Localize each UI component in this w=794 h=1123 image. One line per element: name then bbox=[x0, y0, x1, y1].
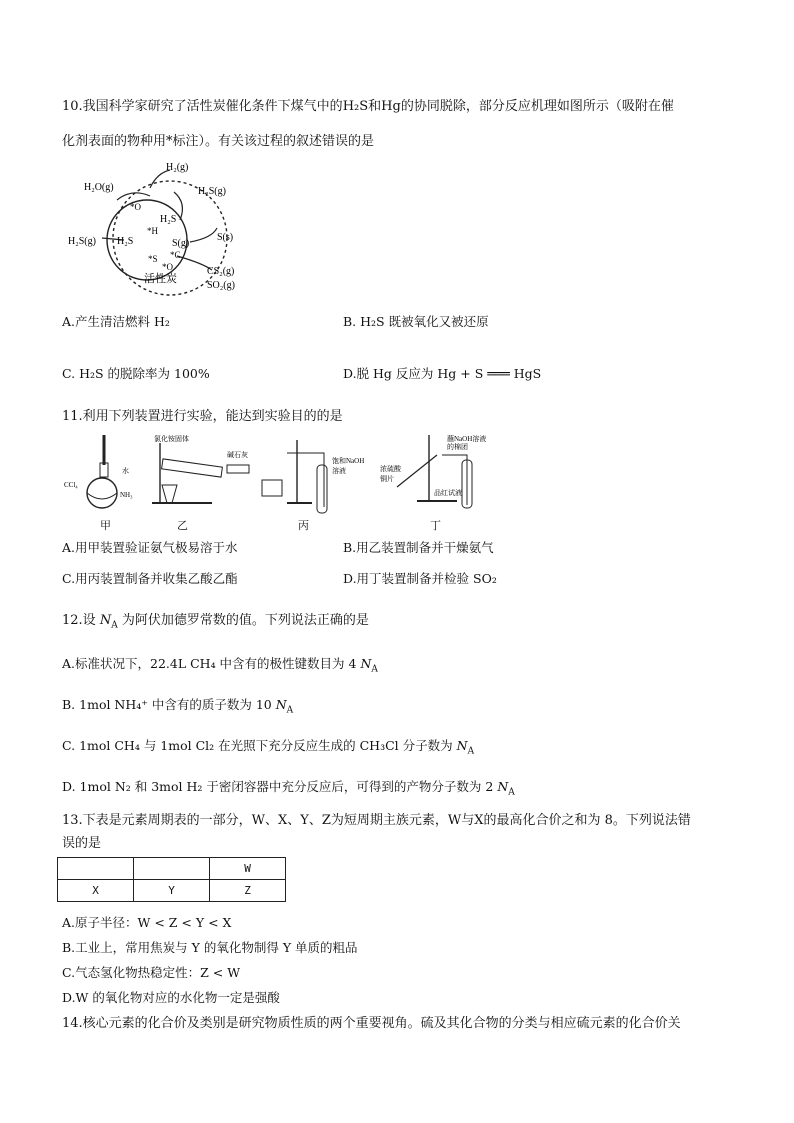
label-c-star: *C bbox=[170, 250, 181, 260]
q12-option-a bbox=[62, 654, 378, 675]
symbol-na: N bbox=[456, 738, 468, 753]
symbol-na: N bbox=[275, 697, 287, 712]
q12-option-b-text: B. 1mol NH₄⁺ 中含有的质子数为 10 bbox=[62, 697, 272, 712]
apparatus-jia bbox=[64, 435, 133, 508]
q12-option-c-text: C. 1mol CH₄ 与 1mol Cl₂ 在光照下充分反应生成的 CH₃Cl 分子数为 bbox=[62, 738, 453, 753]
q13-option-b: B.工业上，常用焦炭与 Y 的氧化物制得 Y 单质的粗品 bbox=[62, 940, 358, 955]
label-ammonium-chloride: 氯化铵固体 bbox=[154, 435, 189, 443]
label-o-star-2: *O bbox=[162, 262, 173, 272]
q12-stem bbox=[62, 612, 369, 635]
q11-option-a: A.用甲装置验证氨气极易溶于水 bbox=[62, 540, 238, 555]
label-naoh-cotton: 蘸NaOH溶液 bbox=[447, 435, 487, 443]
label-sg: S(g) bbox=[172, 238, 190, 249]
q11-option-d: D.用丁装置制备并检验 SO₂ bbox=[343, 571, 497, 586]
q13-option-a: A.原子半径：W < Z < Y < X bbox=[62, 915, 232, 930]
label-conc-sulfuric: 浓硫酸 bbox=[380, 465, 401, 473]
label-yi: 乙 bbox=[177, 519, 188, 532]
label-h2sg-top: H₂S(g) bbox=[198, 186, 226, 197]
symbol-na: N bbox=[360, 656, 372, 671]
periodic-table-fragment bbox=[57, 857, 286, 902]
symbol-na: N bbox=[99, 613, 112, 628]
apparatus-yi bbox=[152, 435, 249, 503]
label-h-star: *H bbox=[147, 226, 158, 236]
q12-option-d bbox=[62, 777, 515, 798]
q13-option-d: D.W 的氧化物对应的水化物一定是强酸 bbox=[62, 990, 280, 1005]
label-cs2g: CS₂(g) bbox=[207, 266, 235, 277]
table-cell: Z bbox=[210, 880, 286, 902]
q11-option-b: B.用乙装置制备并干燥氨气 bbox=[343, 540, 494, 555]
table-cell bbox=[134, 858, 210, 880]
table-row bbox=[58, 880, 286, 902]
q12-stem-part: 为阿伏加德罗常数的值。下列说法正确的是 bbox=[117, 613, 369, 628]
q10-stem-part: 和 bbox=[368, 99, 382, 114]
label-so2g: SO₂(g) bbox=[207, 280, 235, 291]
q10-stem-line2: 化剂表面的物种用*标注）。有关该过程的叙述错误的是 bbox=[62, 134, 375, 149]
symbol-na: N bbox=[497, 779, 509, 794]
q11-stem: 11.利用下列装置进行实验，能达到实验目的的是 bbox=[62, 409, 343, 424]
label-h2s-star: H₂S bbox=[160, 214, 177, 225]
label-ss: S(s) bbox=[217, 232, 234, 243]
apparatus-ding bbox=[380, 435, 486, 508]
label-h2s-inner: H₂S bbox=[117, 236, 134, 247]
q12-option-a-text: A.标准状况下，22.4L CH₄ 中含有的极性键数目为 4 bbox=[62, 656, 357, 671]
label-o-star: *O bbox=[130, 202, 141, 212]
q12-option-d-text: D. 1mol N₂ 和 3mol H₂ 于密闭容器中充分反应后，可得到的产物分子数为 2 bbox=[62, 779, 494, 794]
table-cell bbox=[58, 858, 134, 880]
label-magenta: 品红试液 bbox=[434, 489, 462, 497]
label-h2g: H₂(g) bbox=[166, 162, 189, 173]
q10-option-a: A.产生清洁燃料 H₂ bbox=[62, 314, 170, 329]
q11-option-c: C.用丙装置制备并收集乙酸乙酯 bbox=[62, 571, 238, 586]
q13-option-c: C.气态氢化物热稳定性：Z < W bbox=[62, 965, 241, 980]
label-cotton: 的棉团 bbox=[447, 443, 468, 451]
label-ding: 丁 bbox=[430, 519, 441, 532]
q12-option-b bbox=[62, 695, 293, 716]
q11-apparatus-figure bbox=[62, 435, 492, 525]
symbol-na-sub: A bbox=[508, 787, 515, 798]
label-activated-carbon: 活性炭 bbox=[144, 273, 177, 285]
label-soda-lime: 碱石灰 bbox=[227, 451, 248, 459]
label-jia: 甲 bbox=[100, 519, 111, 532]
q14-stem-line1: 14.核心元素的化合价及类别是研究物质性质的两个重要视角。硫及其化合物的分类与相应硫元素的化合价关 bbox=[62, 1016, 681, 1031]
q13-stem-line1: 13.下表是元素周期表的一部分，W、X、Y、Z为短周期主族元素，W与X的最高化合价之和为 8。下列说法错 bbox=[62, 813, 691, 828]
table-cell: Y bbox=[134, 880, 210, 902]
q10-option-c: C. H₂S 的脱除率为 100% bbox=[62, 366, 210, 381]
symbol-na-sub: A bbox=[286, 705, 294, 716]
table-row bbox=[58, 858, 286, 880]
q12-stem-part: 12.设 bbox=[62, 613, 100, 628]
label-nh3: NH₃ bbox=[120, 491, 133, 499]
table-cell: X bbox=[58, 880, 134, 902]
formula-h2s: H₂S bbox=[342, 99, 369, 114]
label-water: 水 bbox=[122, 467, 129, 475]
q10-stem-part: 10.我国科学家研究了活性炭催化条件下煤气中的 bbox=[62, 99, 343, 114]
q10-option-b: B. H₂S 既被氧化又被还原 bbox=[343, 314, 489, 329]
symbol-na-sub: A bbox=[111, 620, 118, 631]
table-cell: W bbox=[210, 858, 286, 880]
q10-mechanism-diagram bbox=[62, 158, 252, 300]
arrow-s-out bbox=[190, 228, 217, 242]
q13-stem-line2: 误的是 bbox=[62, 836, 102, 851]
label-solution: 溶液 bbox=[332, 467, 346, 475]
apparatus-bing bbox=[262, 440, 364, 513]
label-bing: 丙 bbox=[298, 519, 309, 532]
label-h2sg-left: H₂S(g) bbox=[68, 236, 96, 247]
label-s-star: *S bbox=[148, 254, 158, 264]
q12-option-c bbox=[62, 736, 474, 757]
q10-stem-part: 的协同脱除，部分反应机理如图所示（吸附在催 bbox=[400, 99, 674, 114]
q10-stem-line1 bbox=[62, 98, 674, 116]
label-sat-naoh: 饱和NaOH bbox=[332, 457, 365, 465]
formula-hg: Hg bbox=[381, 99, 401, 114]
label-ccl4: CCl₄ bbox=[64, 481, 78, 489]
label-copper: 铜片 bbox=[380, 475, 394, 483]
symbol-na-sub: A bbox=[371, 664, 378, 675]
symbol-na-sub: A bbox=[467, 746, 475, 757]
q10-option-d: D.脱 Hg 反应为 Hg + S ═══ HgS bbox=[343, 366, 542, 381]
label-h2og: H₂O(g) bbox=[84, 182, 114, 193]
